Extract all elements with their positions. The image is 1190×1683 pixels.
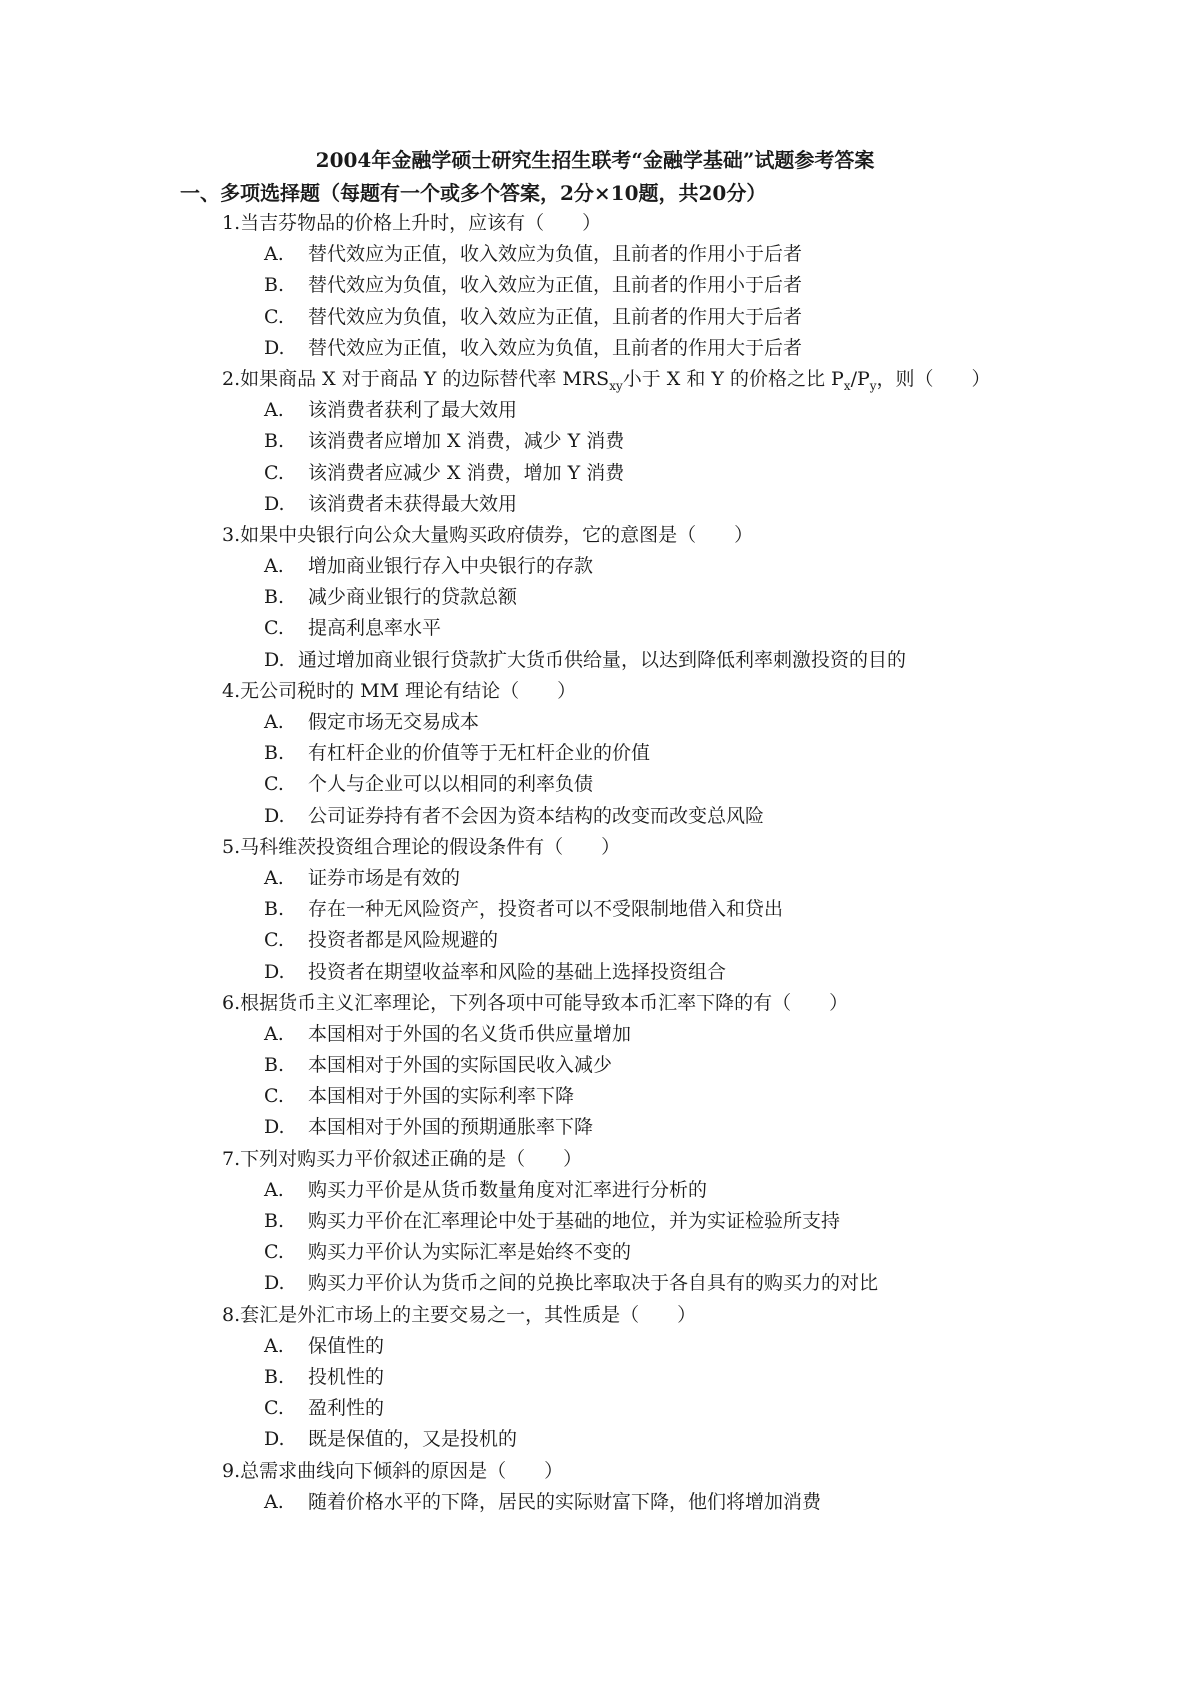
option-letter: D. xyxy=(264,1428,285,1451)
option-letter: D. xyxy=(264,492,285,515)
option xyxy=(0,458,1190,489)
option-letter: B. xyxy=(264,586,285,609)
option-text: 个人与企业可以以相同的利率负债 xyxy=(308,773,594,796)
option-letter: C. xyxy=(264,1085,284,1108)
option-letter: A. xyxy=(264,399,284,422)
option-text: 提高利息率水平 xyxy=(308,617,442,640)
option xyxy=(0,1362,1190,1393)
option-text: 投机性的 xyxy=(308,1365,385,1388)
option xyxy=(0,769,1190,800)
option xyxy=(0,801,1190,832)
option-letter: C. xyxy=(264,461,284,484)
option xyxy=(0,863,1190,894)
option-text: 该消费者未获得最大效用 xyxy=(308,492,518,515)
question-stem: 9.总需求曲线向下倾斜的原因是（ ） xyxy=(222,1459,564,1482)
option xyxy=(0,333,1190,364)
option-text: 减少商业银行的贷款总额 xyxy=(308,586,518,609)
option-letter: A. xyxy=(264,555,284,578)
option-text: 替代效应为负值，收入效应为正值，且前者的作用小于后者 xyxy=(308,274,803,297)
question-stem: 6.根据货币主义汇率理论，下列各项中可能导致本币汇率下降的有（ ） xyxy=(222,991,849,1014)
option-letter: D. xyxy=(264,960,285,983)
stem-part: 2.如果商品 X 对于商品 Y 的边际替代率 MRS xyxy=(222,367,610,390)
option-letter: A. xyxy=(264,1490,284,1513)
subscript: x xyxy=(843,378,851,393)
option-text: 购买力平价是从货币数量角度对汇率进行分析的 xyxy=(308,1178,708,1201)
question-stem: 3.如果中央银行向公众大量购买政府债券，它的意图是（ ） xyxy=(222,523,754,546)
option-letter: C. xyxy=(264,929,284,952)
option-text: 增加商业银行存入中央银行的存款 xyxy=(308,555,594,578)
option-text: 随着价格水平的下降，居民的实际财富下降，他们将增加消费 xyxy=(308,1490,822,1513)
option-letter: A. xyxy=(264,243,284,266)
option-text: 本国相对于外国的实际国民收入减少 xyxy=(308,1054,613,1077)
option xyxy=(0,1206,1190,1237)
stem-part: 小于 X 和 Y 的价格之比 P xyxy=(622,367,844,390)
option xyxy=(0,894,1190,925)
option-letter: B. xyxy=(264,274,285,297)
option xyxy=(0,738,1190,769)
option xyxy=(0,645,1190,676)
option xyxy=(0,1081,1190,1112)
option xyxy=(0,613,1190,644)
option xyxy=(0,1487,1190,1518)
option-text: 本国相对于外国的实际利率下降 xyxy=(308,1085,575,1108)
option-text: 该消费者应减少 X 消费，增加 Y 消费 xyxy=(308,461,625,484)
option xyxy=(0,1331,1190,1362)
option xyxy=(0,1237,1190,1268)
option-letter: B. xyxy=(264,430,285,453)
option-letter: B. xyxy=(264,742,285,765)
option-text: 购买力平价在汇率理论中处于基础的地位，并为实证检验所支持 xyxy=(308,1210,841,1232)
option xyxy=(0,582,1190,613)
option-letter: B. xyxy=(264,1054,285,1077)
option-text: 证券市场是有效的 xyxy=(308,866,461,889)
option-letter: D. xyxy=(264,336,285,359)
option xyxy=(0,1424,1190,1455)
option-text: 购买力平价认为实际汇率是始终不变的 xyxy=(308,1241,632,1264)
option xyxy=(0,551,1190,582)
option-text: 购买力平价认为货币之间的兑换比率取决于各自具有的购买力的对比 xyxy=(308,1272,879,1295)
option xyxy=(0,426,1190,457)
option xyxy=(0,270,1190,301)
option xyxy=(0,1393,1190,1424)
option xyxy=(0,1050,1190,1081)
question-stem: 7.下列对购买力平价叙述正确的是（ ） xyxy=(222,1147,583,1170)
option-text: 替代效应为正值，收入效应为负值，且前者的作用大于后者 xyxy=(308,336,803,359)
option-text: 该消费者应增加 X 消费，减少 Y 消费 xyxy=(308,430,625,453)
stem-part: ，则（ ） xyxy=(876,367,991,390)
option-letter: C. xyxy=(264,773,284,796)
question-stem: 5.马科维茨投资组合理论的假设条件有（ ） xyxy=(222,835,621,858)
option-text: 既是保值的，又是投机的 xyxy=(308,1428,518,1451)
section-heading: 一、多项选择题（每题有一个或多个答案，2分×10题，共20分） xyxy=(180,181,767,205)
option-text: 投资者都是风险规避的 xyxy=(308,929,499,952)
option-text: 投资者在期望收益率和风险的基础上选择投资组合 xyxy=(308,960,727,983)
option xyxy=(0,302,1190,333)
option-letter: A. xyxy=(264,1022,284,1045)
option-letter: C. xyxy=(264,617,284,640)
option-text: 通过增加商业银行贷款扩大货币供给量，以达到降低利率刺激投资的目的 xyxy=(298,648,907,671)
option xyxy=(0,1112,1190,1143)
subscript: y xyxy=(869,378,877,393)
option-letter: C. xyxy=(264,1397,284,1420)
option xyxy=(0,395,1190,426)
option xyxy=(0,1268,1190,1299)
option-letter: D. xyxy=(264,1272,285,1295)
option-letter: A. xyxy=(264,1334,284,1357)
option-text: 盈利性的 xyxy=(308,1397,385,1420)
option-letter: B. xyxy=(264,1365,285,1388)
document-title: 2004年金融学硕士研究生招生联考“金融学基础”试题参考答案 xyxy=(315,148,875,172)
question-stem: 4.无公司税时的 MM 理论有结论（ ） xyxy=(222,679,577,702)
option-letter: B. xyxy=(264,1210,285,1232)
option xyxy=(0,957,1190,988)
question-stem: 8.套汇是外汇市场上的主要交易之一，其性质是（ ） xyxy=(222,1303,697,1326)
option-letter: D. xyxy=(264,1116,285,1139)
stem-part: /P xyxy=(850,367,870,390)
option-letter: C. xyxy=(264,305,284,328)
option-letter: D. xyxy=(264,804,285,827)
option-text: 该消费者获利了最大效用 xyxy=(308,399,518,422)
subscript: xy xyxy=(609,378,623,393)
option xyxy=(0,925,1190,956)
question-list xyxy=(0,208,1190,1518)
option-text: 本国相对于外国的预期通胀率下降 xyxy=(308,1116,594,1139)
option xyxy=(0,1019,1190,1050)
option xyxy=(0,1175,1190,1206)
option-letter: A. xyxy=(264,711,284,733)
option-text: 本国相对于外国的名义货币供应量增加 xyxy=(308,1022,632,1045)
question-stem xyxy=(0,364,1190,395)
option xyxy=(0,489,1190,520)
option-letter: B. xyxy=(264,898,285,921)
option xyxy=(0,239,1190,270)
option-letter: D. xyxy=(264,648,285,671)
option-text: 假定市场无交易成本 xyxy=(308,711,480,733)
option-letter: C. xyxy=(264,1241,284,1264)
option-text: 替代效应为负值，收入效应为正值，且前者的作用大于后者 xyxy=(308,305,803,328)
option-text: 保值性的 xyxy=(308,1334,385,1357)
option-text: 公司证券持有者不会因为资本结构的改变而改变总风险 xyxy=(308,804,765,827)
option-letter: A. xyxy=(264,1178,284,1201)
option-text: 有杠杆企业的价值等于无杠杆企业的价值 xyxy=(308,742,651,765)
option xyxy=(0,707,1190,738)
option-text: 替代效应为正值，收入效应为负值，且前者的作用小于后者 xyxy=(308,243,803,266)
option-letter: A. xyxy=(264,866,284,889)
option-text: 存在一种无风险资产，投资者可以不受限制地借入和贷出 xyxy=(308,898,784,921)
question-stem: 1.当吉芬物品的价格上升时，应该有（ ） xyxy=(222,212,602,234)
